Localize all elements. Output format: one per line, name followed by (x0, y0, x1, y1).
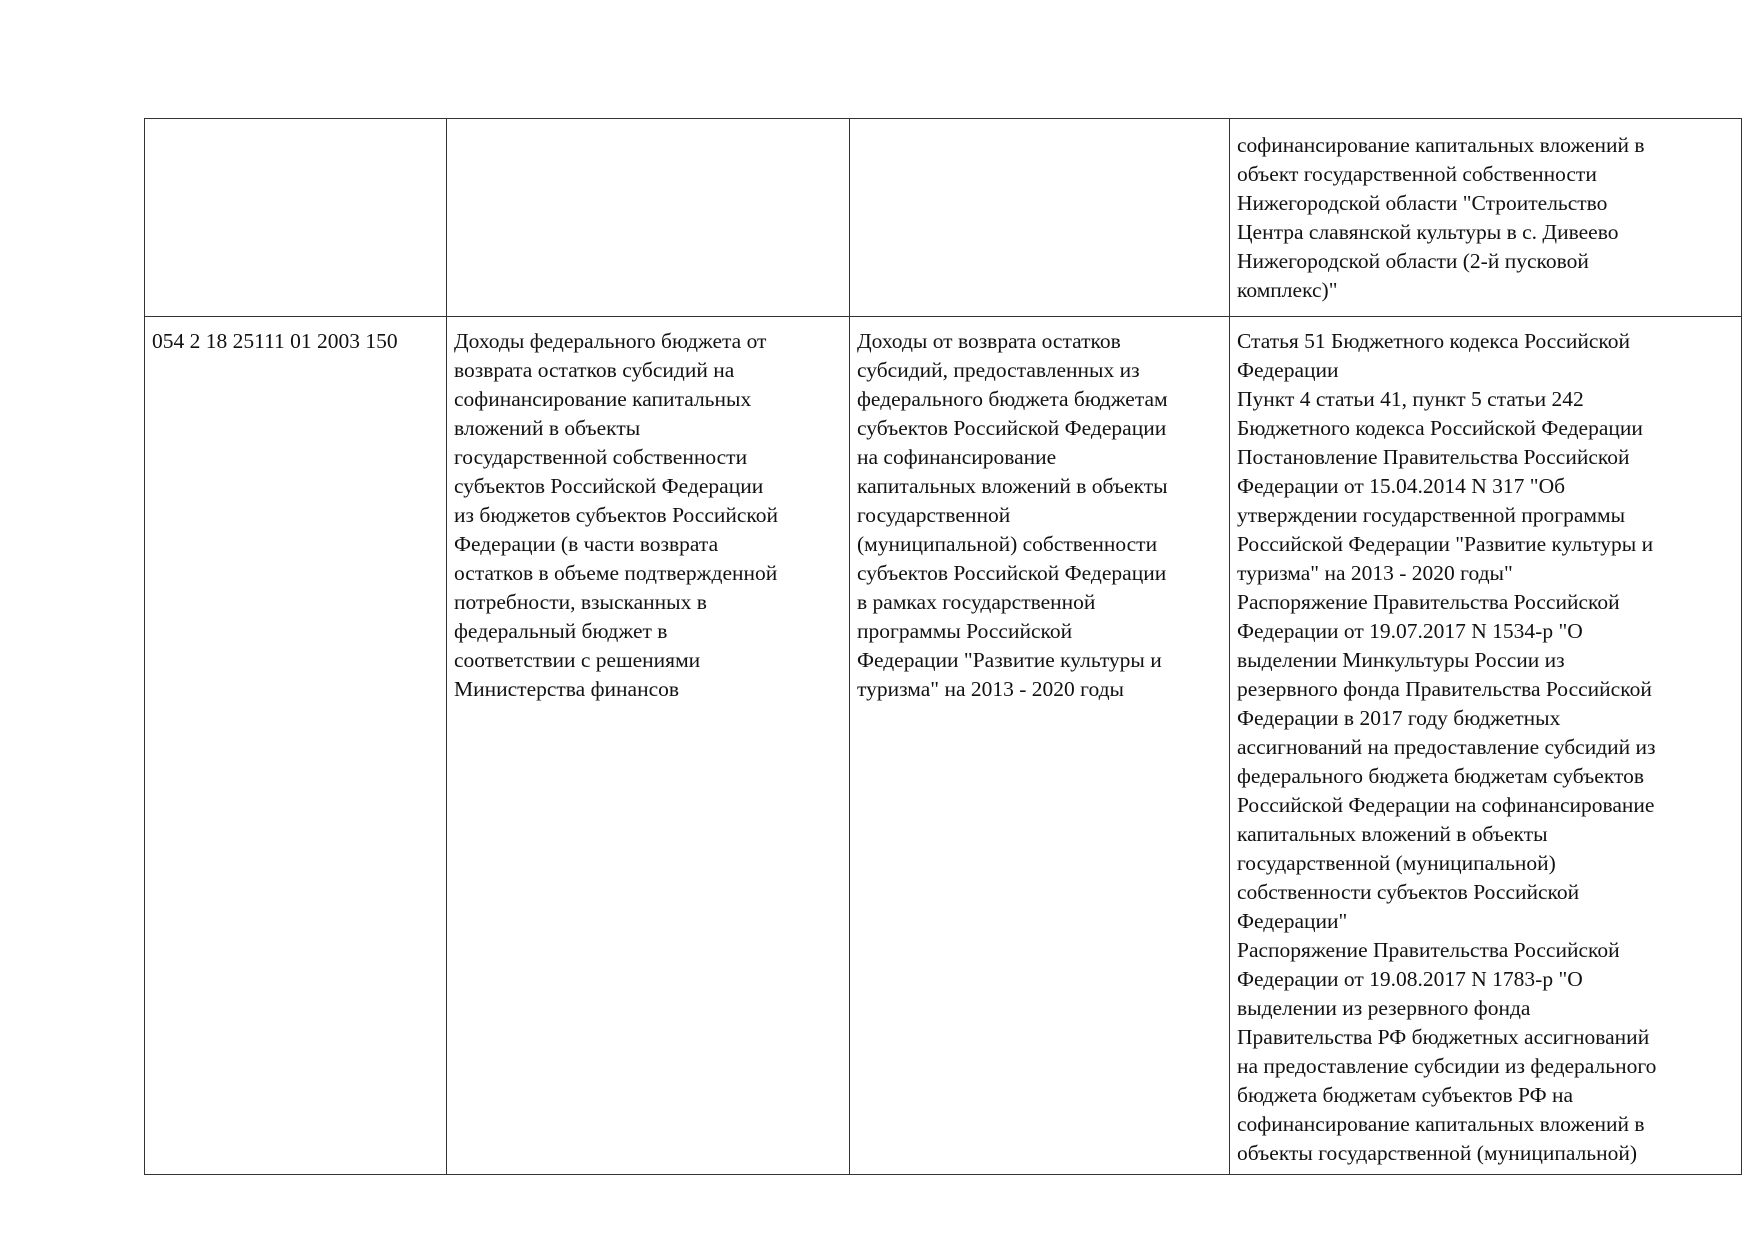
table-row (145, 317, 1742, 1175)
cell-code (145, 119, 447, 317)
cell-legal-basis: софинансирование капитальных вложений в объект государственной собственности Нижегородской области "Строительство Центра славянской культуры в с. Дивеево Нижегородской области (2-й пусковой комплекс)" (1230, 119, 1742, 317)
cell-name (447, 119, 850, 317)
cell-description (850, 119, 1230, 317)
cell-name: Доходы федерального бюджета от возврата остатков субсидий на софинансирование капитальных вложений в объекты государственной собственности субъектов Российской Федерации из бюджетов субъектов Российской Федерации (в части возврата остатков в объеме подтвержденной потребности, взысканных в федеральный бюджет в соответствии с решениями Министерства финансов (447, 317, 850, 1175)
budget-classification-table (144, 118, 1742, 1175)
cell-description: Доходы от возврата остатков субсидий, предоставленных из федерального бюджета бюджетам субъектов Российской Федерации на софинансирование капитальных вложений в объекты государственной (муниципальной) собственности субъектов Российской Федерации в рамках государственной программы Российской Федерации "Развитие культуры и туризма" на 2013 - 2020 годы (850, 317, 1230, 1175)
cell-legal-basis: Статья 51 Бюджетного кодекса Российской Федерации Пункт 4 статьи 41, пункт 5 статьи 242 Бюджетного кодекса Российской Федерации Постановление Правительства Российской Федерации от 15.04.2014 N 317 "Об утверждении государственной программы Российской Федерации "Развитие культуры и туризма" на 2013 - 2020 годы" Распоряжение Правительства Российской Федерации от 19.07.2017 N 1534-р "О выделении Минкультуры России из резервного фонда Правительства Российской Федерации в 2017 году бюджетных ассигнований на предоставление субсидий из федерального бюджета бюджетам субъектов Российской Федерации на софинансирование капитальных вложений в объекты государственной (муниципальной) собственности субъектов Российской Федерации" Распоряжение Правительства Российской Федерации от 19.08.2017 N 1783-р "О выделении из резервного фонда Правительства РФ бюджетных ассигнований на предоставление субсидии из федерального бюджета бюджетам субъектов РФ на софинансирование капитальных вложений в объекты государственной (муниципальной) (1230, 317, 1742, 1175)
table-row-continuation (145, 119, 1742, 317)
cell-code: 054 2 18 25111 01 2003 150 (145, 317, 447, 1175)
